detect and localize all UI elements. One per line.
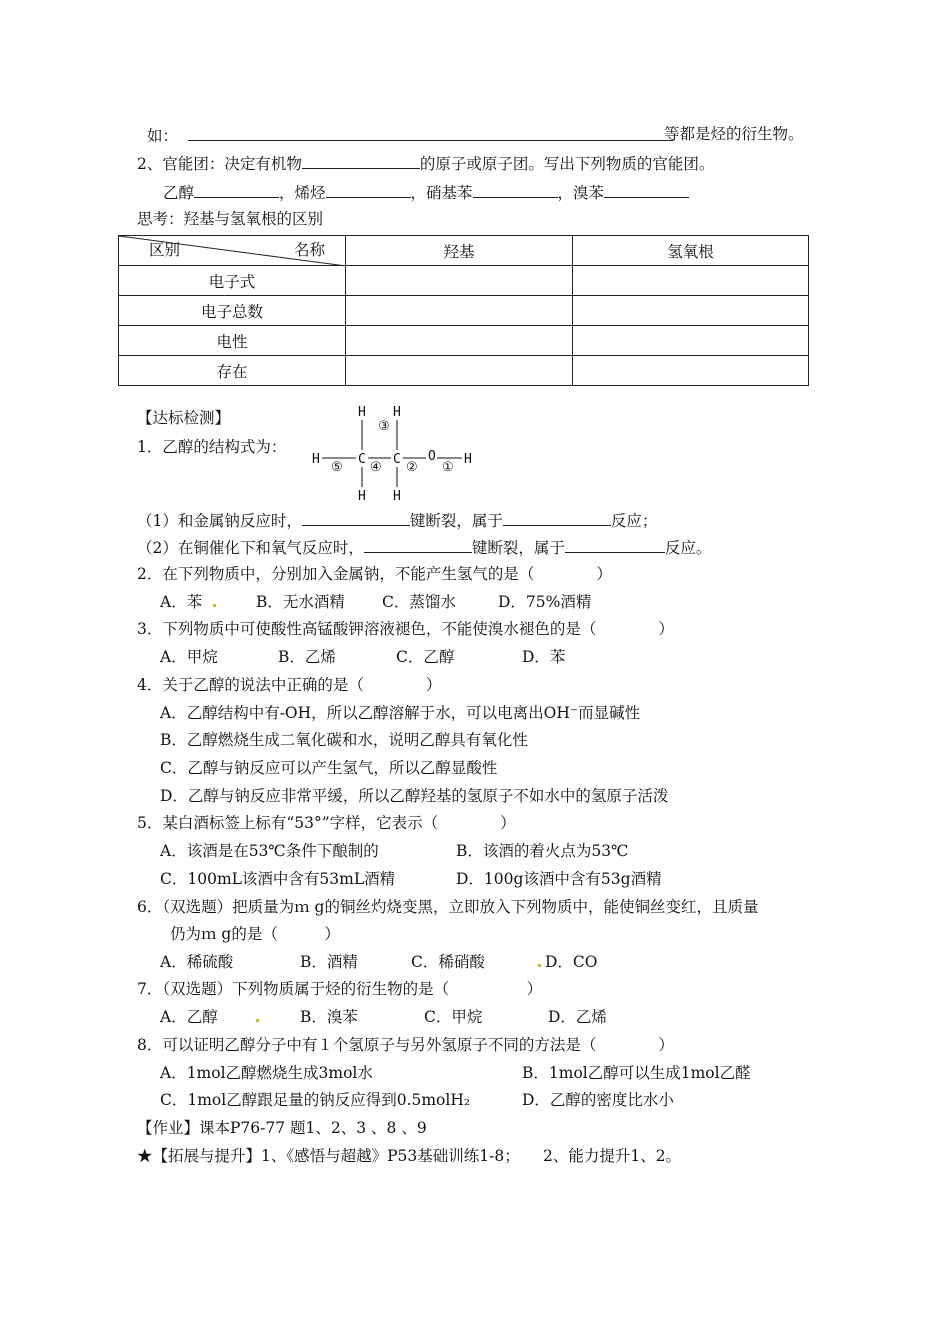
section-title: 【达标检测】	[137, 409, 231, 427]
q1-sub1-text-a: （1）和金属钠反应时，	[137, 512, 302, 530]
q4-option-c[interactable]: C．乙醇与钠反应可以产生氢气，所以乙醇显酸性	[160, 759, 498, 777]
q6-option-a[interactable]: A．稀硫酸	[160, 953, 234, 971]
q2-stem: 2．在下列物质中，分别加入金属钠，不能产生氢气的是（ ）	[137, 565, 612, 583]
header-hydroxide: 氢氧根	[573, 236, 809, 266]
q1-sub2-text-a: （2）在铜催化下和氧气反应时，	[137, 539, 364, 557]
q5-option-c[interactable]: C．100mL该酒中含有53mL酒精	[160, 870, 396, 888]
row-label-electron-formula: 电子式	[119, 266, 346, 296]
table-cell[interactable]	[346, 326, 573, 356]
atom-h-right: H	[464, 452, 472, 467]
item-bromobenzene: ，溴苯	[557, 184, 605, 202]
corner-left-label: 区别	[149, 241, 181, 259]
marker-dot	[538, 964, 541, 967]
q8-stem: 8．可以证明乙醇分子中有１个氢原子与另外氢原子不同的方法是（ ）	[137, 1036, 674, 1054]
q5-stem: 5．某白酒标签上标有“53°”字样，它表示（ ）	[137, 814, 516, 832]
blank-ethanol[interactable]	[194, 181, 279, 198]
q1-sub1-text-c: 反应；	[610, 512, 658, 530]
q6-option-b[interactable]: B．酒精	[300, 953, 358, 971]
functional-group-text-a: 2、官能团：决定有机物	[137, 155, 302, 173]
bond-label-2: ②	[406, 460, 418, 475]
table-cell[interactable]	[346, 356, 573, 386]
q3-option-b[interactable]: B．乙烯	[278, 648, 336, 666]
q4-option-d[interactable]: D．乙醇与钠反应非常平缓，所以乙醇羟基的氢原子不如水中的氢原子活泼	[160, 787, 669, 805]
q1-sub2-text-c: 反应。	[664, 539, 712, 557]
q2-option-b[interactable]: B．无水酒精	[256, 593, 345, 611]
q1-stem: 1．乙醇的结构式为：	[137, 438, 287, 456]
atom-h-bottom-2: H	[393, 489, 401, 504]
extension-line: ★【拓展与提升】1、《感悟与超越》P53基础训练1-8； 2、能力提升1、2。	[137, 1147, 682, 1165]
q7-option-a[interactable]: A．乙醇	[160, 1008, 218, 1026]
q3-option-a[interactable]: A．甲烷	[160, 648, 218, 666]
q7-option-c[interactable]: C．甲烷	[424, 1008, 483, 1026]
q8-option-c[interactable]: C．1mol乙醇跟足量的钠反应得到0.5molH₂	[160, 1091, 471, 1109]
ethanol-structure-diagram	[308, 400, 488, 505]
atom-c-1: C	[358, 452, 366, 467]
q1-sub1-blank-type[interactable]	[503, 509, 611, 526]
q5-option-b[interactable]: B．该酒的着火点为53℃	[456, 842, 629, 860]
atom-h-top-1: H	[358, 405, 366, 420]
q7-option-b[interactable]: B．溴苯	[300, 1008, 358, 1026]
intro-suffix: 等都是烃的衍生物。	[664, 125, 804, 143]
comparison-table	[118, 235, 809, 386]
atom-h-bottom-1: H	[358, 489, 366, 504]
q1-sub2-text-b: 键断裂，属于	[471, 539, 565, 557]
blank-nitrobenzene[interactable]	[473, 181, 558, 198]
table-cell[interactable]	[573, 356, 809, 386]
atom-o: O	[428, 449, 436, 464]
intro-prefix: 如：	[147, 127, 179, 145]
q7-stem: 7．（双选题）下列物质属于烃的衍生物的是（ ）	[137, 980, 543, 998]
row-label-existence: 存在	[119, 356, 346, 386]
functional-group-blank[interactable]	[302, 152, 420, 169]
table-cell[interactable]	[573, 296, 809, 326]
table-cell[interactable]	[346, 296, 573, 326]
item-alkene: ，烯烃	[279, 184, 326, 202]
marker-dot	[256, 1019, 259, 1022]
think-line: 思考：羟基与氢氧根的区别	[137, 210, 324, 228]
q8-option-a[interactable]: A．1mol乙醇燃烧生成3mol水	[160, 1064, 373, 1082]
atom-h-left: H	[312, 452, 320, 467]
q3-option-c[interactable]: C．乙醇	[396, 648, 455, 666]
q2-option-a[interactable]: A．苯	[160, 593, 203, 611]
q2-option-c[interactable]: C．蒸馏水	[382, 593, 456, 611]
table-cell[interactable]	[573, 266, 809, 296]
functional-group-line	[137, 152, 714, 174]
q8-option-b[interactable]: B．1mol乙醇可以生成1mol乙醛	[522, 1064, 751, 1082]
item-nitrobenzene: ，硝基苯	[410, 184, 473, 202]
q5-option-d[interactable]: D．100g该酒中含有53g酒精	[456, 870, 662, 888]
table-cell[interactable]	[573, 326, 809, 356]
functional-group-items	[163, 181, 689, 203]
q1-sub2	[137, 536, 711, 558]
q1-sub1	[137, 509, 657, 531]
q2-option-d[interactable]: D．75%酒精	[498, 593, 592, 611]
q6-option-d[interactable]: D．CO	[545, 953, 598, 971]
intro-line	[147, 124, 673, 146]
q6-option-c[interactable]: C．稀硝酸	[411, 953, 485, 971]
bond-label-1: ①	[442, 460, 454, 475]
q1-sub1-text-b: 键断裂，属于	[409, 512, 503, 530]
header-hydroxyl: 羟基	[346, 236, 573, 266]
q1-sub1-blank-bond[interactable]	[302, 509, 410, 526]
q7-option-d[interactable]: D．乙烯	[548, 1008, 607, 1026]
q6-stem-line2: 仍为ｍ g的是（ ）	[170, 925, 340, 943]
functional-group-text-b: 的原子或原子团。写出下列物质的官能团。	[419, 155, 715, 173]
blank-alkene[interactable]	[326, 181, 411, 198]
q4-option-a[interactable]: A．乙醇结构中有-OH，所以乙醇溶解于水，可以电离出OH⁻而显碱性	[160, 704, 641, 722]
intro-blank[interactable]	[188, 124, 673, 141]
homework-line: 【作业】课本P76-77 题1、2、3 、8 、9	[137, 1119, 427, 1137]
marker-dot	[213, 604, 216, 607]
q6-stem-line1: 6．（双选题）把质量为ｍ g的铜丝灼烧变黑，立即放入下列物质中，能使铜丝变红，且质量	[137, 898, 759, 916]
bond-label-5: ⑤	[331, 460, 343, 475]
bond-label-4: ④	[370, 460, 382, 475]
item-ethanol: 乙醇	[163, 184, 195, 202]
blank-bromobenzene[interactable]	[604, 181, 689, 198]
q1-sub2-blank-bond[interactable]	[364, 536, 472, 553]
table-corner-cell	[119, 236, 346, 266]
atom-c-2: C	[393, 452, 401, 467]
q3-option-d[interactable]: D．苯	[522, 648, 566, 666]
row-label-charge: 电性	[119, 326, 346, 356]
q4-stem: 4．关于乙醇的说法中正确的是（ ）	[137, 676, 442, 694]
q5-option-a[interactable]: A．该酒是在53℃条件下酿制的	[160, 842, 379, 860]
q4-option-b[interactable]: B．乙醇燃烧生成二氧化碳和水，说明乙醇具有氧化性	[160, 731, 528, 749]
table-cell[interactable]	[346, 266, 573, 296]
row-label-electron-total: 电子总数	[119, 296, 346, 326]
corner-right-label: 名称	[293, 241, 325, 259]
atom-h-top-2: H	[393, 405, 401, 420]
q3-stem: 3．下列物质中可使酸性高锰酸钾溶液褪色，不能使溴水褪色的是（ ）	[137, 620, 674, 638]
q1-sub2-blank-type[interactable]	[565, 536, 665, 553]
bond-label-3: ③	[378, 419, 390, 434]
q8-option-d[interactable]: D．乙醇的密度比水小	[522, 1091, 674, 1109]
